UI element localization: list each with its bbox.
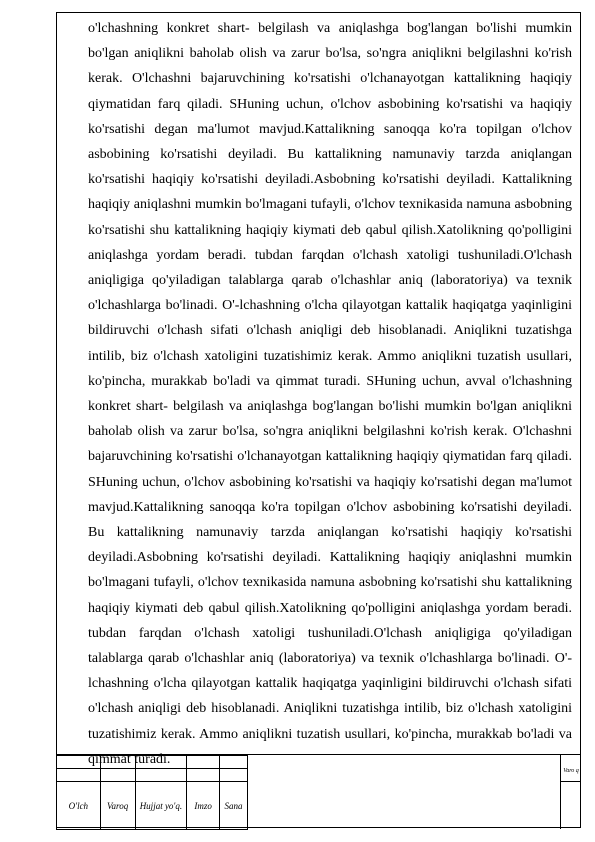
stamp-cell (135, 769, 187, 782)
stamp-cell (57, 756, 101, 769)
stamp-cell (187, 756, 220, 769)
stamp-cell (220, 756, 248, 769)
stamp-cell (220, 769, 248, 782)
stamp-cell (57, 769, 101, 782)
stamp-varoq-label: Varoq (100, 782, 135, 830)
stamp-divider (560, 781, 581, 782)
stamp-olch-label: O'lch (57, 782, 101, 830)
stamp-hujjat-label: Hujjat yo'q. (135, 782, 187, 830)
stamp-imzo-label: Imzo (187, 782, 220, 830)
stamp-cell (100, 769, 135, 782)
stamp-cell (100, 756, 135, 769)
title-block (56, 754, 581, 828)
stamp-cell (135, 756, 187, 769)
body-text: o'lchashning konkret shart- belgilash va aniqlashga bog'langan bo'lishi mumkin bo'lgan aniqlikni baholab olish va zarur bo'lsa, so'ngra aniqlikni belgilashni ko'rish kerak. O'lchashni bajaruvchining ko'rsatishi o'lchanayotgan kattalikning haqiqiy qiymatidan farq qiladi. SHuning uchun, o'lchov asbobining ko'rsatishi va haqiqiy ko'rsatishi degan ma'lumot mavjud.Kattalikning sanoqqa ko'ra topilgan o'lchov asbobining ko'rsatishi deyiladi. Bu kattalikning namunaviy tarzda aniqlangan ko'rsatishi haqiqiy ko'rsatishi deyiladi.Asbobning ko'rsatishi deyiladi. Kattalikning haqiqiy aniqlashni mumkin bo'lmagani tufayli, o'lchov texnikasida namuna asbobning ko'rsatishi shu kattalikning haqiqiy kiymati deb qabul qilish.Xatolikning qo'polligini aniqlashga yordam beradi. tubdan farqdan o'lchash xatoligi tushuniladi.O'lchash aniqligiga qo'yiladigan talablarga qarab o'lchashlar aniq (laboratoriya) va texnik o'lchashlarga bo'linadi. O'-lchashning o'lcha qilayotgan kattalik haqiqatga yaqinligini bildiruvchi o'lchash sifati o'lchash aniqligi deb hisoblanadi. Aniqlikni tuzatishga intilib, biz o'lchash xatoligini tuzatishimiz kerak. Ammo aniqlikni tuzatish usullari, ko'pincha, murakkab bo'ladi va qimmat turadi. SHuning uchun, avval o'lchashning konkret shart- belgilash va aniqlashga bog'langan bo'lishi mumkin bo'lgan aniqlikni baholab olish va zarur bo'lsa, so'ngra aniqlikni belgilashni ko'rish kerak. O'lchashni bajaruvchining ko'rsatishi o'lchanayotgan kattalikning haqiqiy qiymatidan farq qiladi. SHuning uchun, o'lchov asbobining ko'rsatishi va haqiqiy ko'rsatishi degan ma'lumot mavjud.Kattalikning sanoqqa ko'ra topilgan o'lchov asbobining ko'rsatishi deyiladi. Bu kattalikning namunaviy tarzda aniqlangan ko'rsatishi haqiqiy ko'rsatishi deyiladi.Asbobning ko'rsatishi deyiladi. Kattalikning haqiqiy aniqlashni mumkin bo'lmagani tufayli, o'lchov texnikasida namuna asbobning ko'rsatishi shu kattalikning haqiqiy kiymati deb qabul qilish.Xatolikning qo'polligini aniqlashga yordam beradi. tubdan farqdan o'lchash xatoligi tushuniladi.O'lchash aniqligiga qo'yiladigan talablarga qarab o'lchashlar aniq (laboratoriya) va texnik o'lchashlarga bo'linadi. O'-lchashning o'lcha qilayotgan kattalik haqiqatga yaqinligini bildiruvchi o'lchash sifati o'lchash aniqligi deb hisoblanadi. Aniqlikni tuzatishga intilib, biz o'lchash xatoligini tuzatishimiz kerak. Ammo aniqlikni tuzatish usullari, ko'pincha, murakkab bo'ladi va qimmat turadi. (88, 21, 572, 767)
title-block-table (56, 755, 248, 830)
stamp-sana-label: Sana (220, 782, 248, 830)
sheet-number-label: Varo q (563, 768, 579, 774)
stamp-divider (560, 755, 561, 829)
stamp-cell (187, 769, 220, 782)
